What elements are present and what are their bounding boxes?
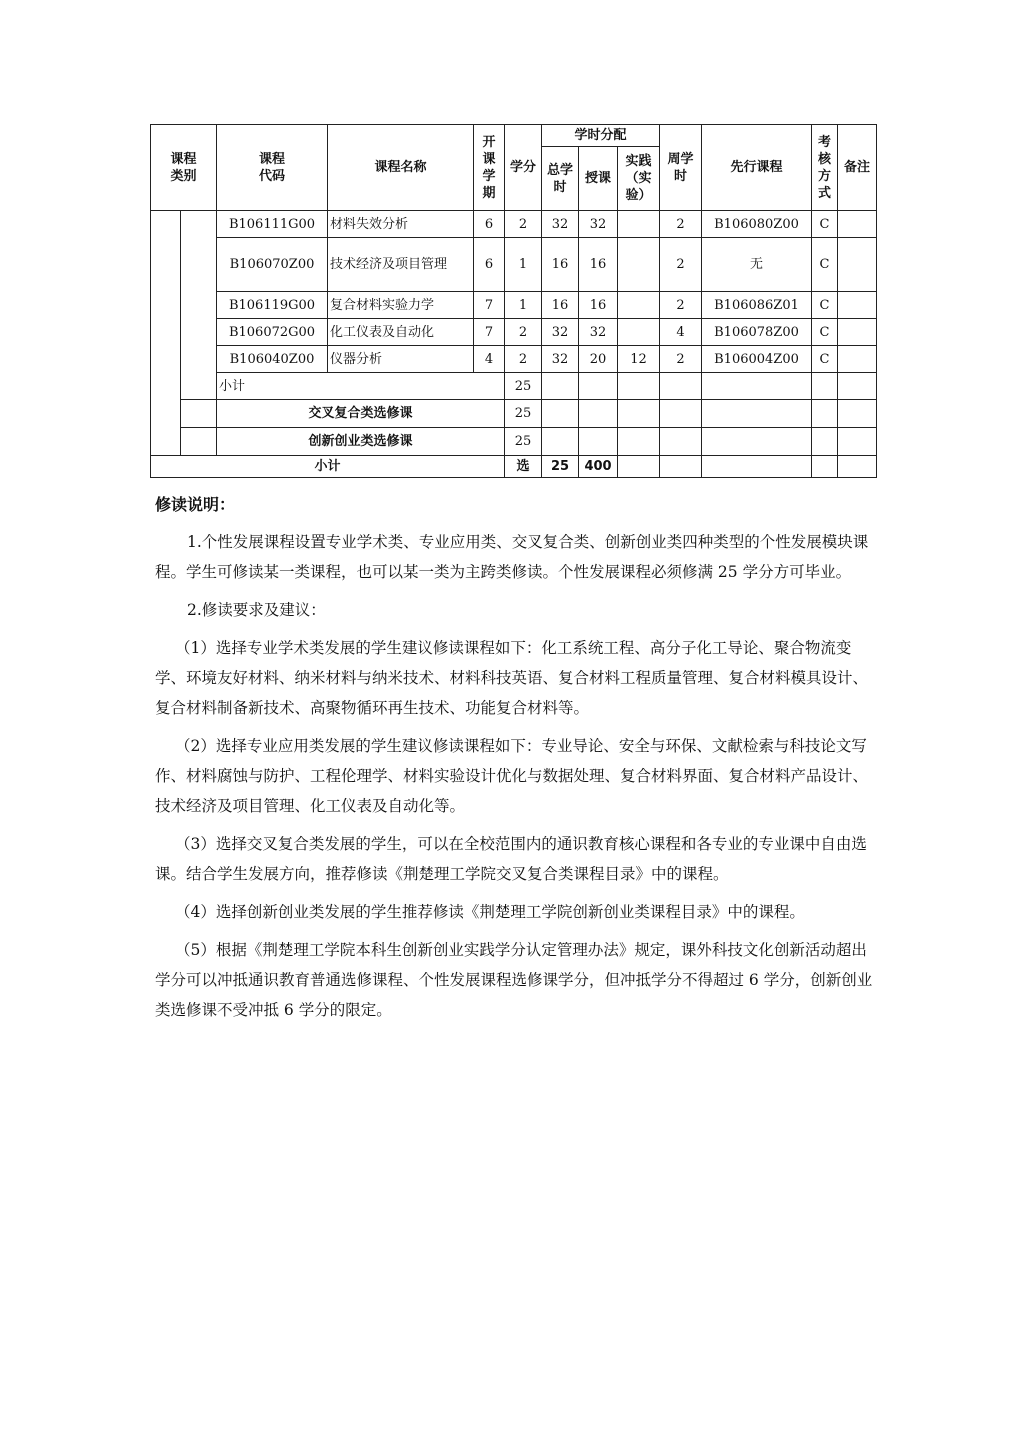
innovation-row (151, 428, 877, 456)
cell-semester: 6 (474, 238, 505, 292)
category-sub-spacer (181, 211, 217, 400)
cell-semester: 7 (474, 319, 505, 346)
header-remark: 备注 (838, 125, 877, 211)
note-paragraph-2: 2.修读要求及建议： (187, 601, 326, 619)
cell-practice (618, 238, 660, 292)
cross-label: 交叉复合类选修课 (217, 400, 505, 428)
cell-exam: C (812, 211, 838, 238)
cell-prereq: 无 (702, 238, 812, 292)
cell-credit: 2 (505, 319, 542, 346)
cell-weekly: 2 (660, 238, 702, 292)
total-hours: 400 (579, 456, 618, 478)
total-label: 小计 (151, 456, 505, 478)
cell-code: B106072G00 (217, 319, 328, 346)
cell-semester: 6 (474, 211, 505, 238)
cell-remark (838, 238, 877, 292)
cell-weekly: 2 (660, 292, 702, 319)
header-credit: 学分 (505, 125, 542, 211)
notes-title: 修读说明： (155, 495, 236, 514)
subtotal-row (151, 373, 877, 400)
cell-code: B106111G00 (217, 211, 328, 238)
cell-prereq: B106004Z00 (702, 346, 812, 373)
note-item-3: （3）选择交叉复合类发展的学生，可以在全校范围内的通识教育核心课程和各专业的专业课中自由选课。结合学生发展方向，推荐修读《荆楚理工学院交叉复合类课程目录》中的课程。 (155, 835, 867, 883)
cell-total: 16 (542, 292, 579, 319)
cell-practice (618, 292, 660, 319)
total-semester: 选 (505, 456, 542, 478)
table-row (151, 346, 877, 373)
table-row (151, 211, 877, 238)
cell-practice (618, 319, 660, 346)
note-paragraph-1: 1.个性发展课程设置专业学术类、专业应用类、交叉复合类、创新创业类四种类型的个性发展模块课程。学生可修读某一类课程，也可以某一类为主跨类修读。个性发展课程必须修满 25 学分方可毕业。 (155, 533, 869, 581)
cell-exam: C (812, 238, 838, 292)
cell-remark (838, 346, 877, 373)
cell-total: 32 (542, 211, 579, 238)
cell-credit: 1 (505, 238, 542, 292)
cell-remark (838, 211, 877, 238)
cell-remark (838, 319, 877, 346)
header-code: 课程 代码 (217, 125, 328, 211)
cell-prereq: B106080Z00 (702, 211, 812, 238)
cell-practice (618, 211, 660, 238)
innovation-credit: 25 (505, 428, 542, 456)
cell-name: 材料失效分析 (328, 211, 474, 238)
total-row (151, 456, 877, 478)
category-spacer (151, 211, 181, 400)
cell-weekly: 4 (660, 319, 702, 346)
cell-lecture: 32 (579, 319, 618, 346)
cell-name: 复合材料实验力学 (328, 292, 474, 319)
note-item-1: （1）选择专业学术类发展的学生建议修读课程如下：化工系统工程、高分子化工导论、聚合物流变学、环境友好材料、纳米材料与纳米技术、材料科技英语、复合材料工程质量管理、复合材料模具设计、复合材料制备新技术、高聚物循环再生技术、功能复合材料等。 (155, 639, 869, 717)
subtotal-label: 小计 (217, 373, 505, 400)
note-item-4: （4）选择创新创业类发展的学生推荐修读《荆楚理工学院创新创业类课程目录》中的课程。 (175, 903, 805, 921)
header-semester: 开 课 学 期 (474, 125, 505, 211)
cell-name: 仪器分析 (328, 346, 474, 373)
cell-name: 化工仪表及自动化 (328, 319, 474, 346)
header-prereq: 先行课程 (702, 125, 812, 211)
cell-exam: C (812, 319, 838, 346)
course-table (150, 124, 877, 478)
header-total-hours: 总学 时 (542, 147, 579, 211)
cell-semester: 4 (474, 346, 505, 373)
subtotal-credit: 25 (505, 373, 542, 400)
header-practice: 实践 （实 验） (618, 147, 660, 211)
header-name: 课程名称 (328, 125, 474, 211)
cell-total: 16 (542, 238, 579, 292)
header-hours-group: 学时分配 (542, 125, 660, 147)
cell-code: B106070Z00 (217, 238, 328, 292)
cell-credit: 2 (505, 211, 542, 238)
note-item-5: （5）根据《荆楚理工学院本科生创新创业实践学分认定管理办法》规定，课外科技文化创新活动超出学分可以冲抵通识教育普通选修课程、个性发展课程选修课学分，但冲抵学分不得超过 6 学分，创新创业类选修课不受冲抵 6 学分的限定。 (155, 941, 873, 1019)
cell-total: 32 (542, 346, 579, 373)
table-row (151, 319, 877, 346)
header-weekly: 周学 时 (660, 125, 702, 211)
cell-weekly: 2 (660, 211, 702, 238)
cell-lecture: 20 (579, 346, 618, 373)
cell-exam: C (812, 346, 838, 373)
cross-row (151, 400, 877, 428)
cell-code: B106119G00 (217, 292, 328, 319)
table-row (151, 292, 877, 319)
cell-remark (838, 292, 877, 319)
cell-credit: 2 (505, 346, 542, 373)
cell-lecture: 16 (579, 238, 618, 292)
cell-practice: 12 (618, 346, 660, 373)
header-lecture: 授课 (579, 147, 618, 211)
study-notes (155, 492, 875, 1033)
cell-name: 技术经济及项目管理 (328, 238, 474, 292)
header-category: 课程 类别 (151, 125, 217, 211)
cell-total: 32 (542, 319, 579, 346)
cell-credit: 1 (505, 292, 542, 319)
total-credit: 25 (542, 456, 579, 478)
cell-weekly: 2 (660, 346, 702, 373)
cell-prereq: B106086Z01 (702, 292, 812, 319)
cell-prereq: B106078Z00 (702, 319, 812, 346)
cell-lecture: 32 (579, 211, 618, 238)
innovation-label: 创新创业类选修课 (217, 428, 505, 456)
cell-code: B106040Z00 (217, 346, 328, 373)
note-item-2: （2）选择专业应用类发展的学生建议修读课程如下：专业导论、安全与环保、文献检索与科技论文写作、材料腐蚀与防护、工程伦理学、材料实验设计优化与数据处理、复合材料界面、复合材料产品设计、技术经济及项目管理、化工仪表及自动化等。 (155, 737, 869, 815)
cross-credit: 25 (505, 400, 542, 428)
cell-lecture: 16 (579, 292, 618, 319)
cell-semester: 7 (474, 292, 505, 319)
header-exam: 考 核 方 式 (812, 125, 838, 211)
cell-exam: C (812, 292, 838, 319)
table-row (151, 238, 877, 292)
